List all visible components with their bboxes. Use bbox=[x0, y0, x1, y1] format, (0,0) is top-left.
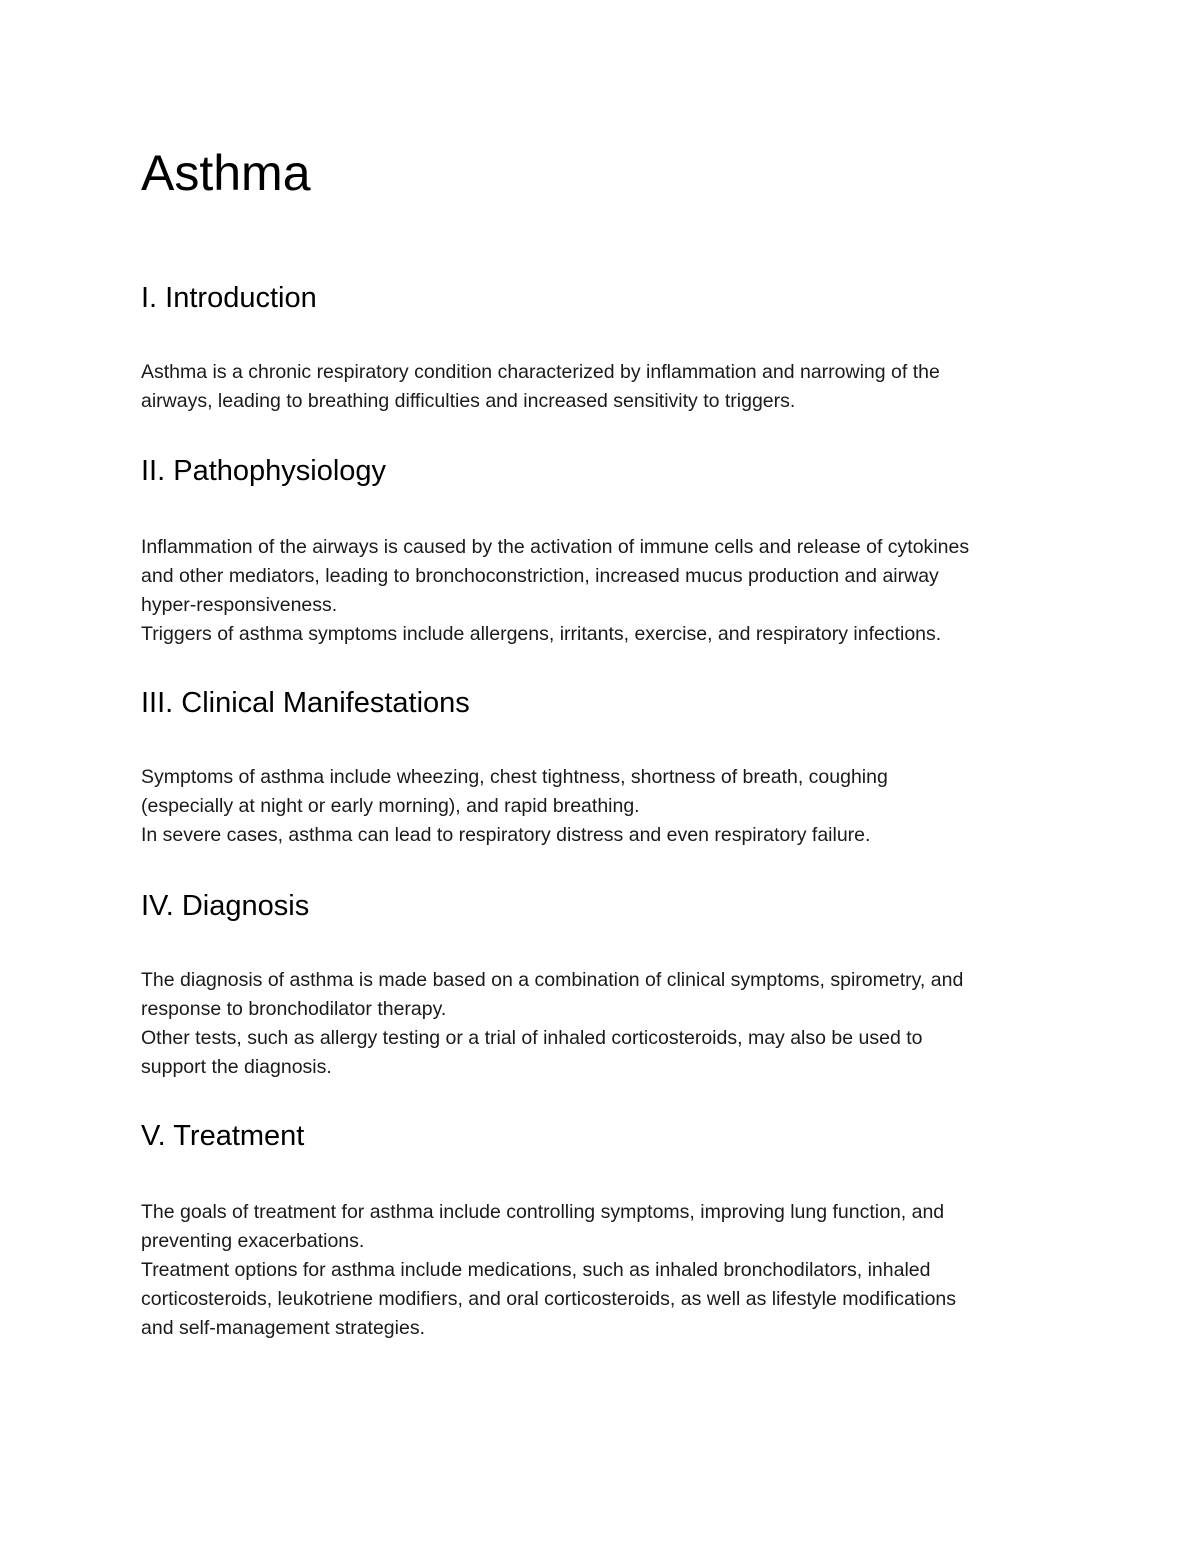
paragraph-line: In severe cases, asthma can lead to respiratory distress and even respiratory failure. bbox=[141, 824, 871, 846]
paragraph-line: Symptoms of asthma include wheezing, chest tightness, shortness of breath, coughing bbox=[141, 766, 888, 788]
section-heading-diagnosis: IV. Diagnosis bbox=[141, 890, 310, 922]
section-heading-clinical-manifestations: III. Clinical Manifestations bbox=[141, 687, 470, 719]
paragraph-line: Triggers of asthma symptoms include allergens, irritants, exercise, and respiratory infections. bbox=[141, 623, 942, 645]
paragraph-line: Asthma is a chronic respiratory condition characterized by inflammation and narrowing of the bbox=[141, 361, 940, 383]
paragraph-line: Other tests, such as allergy testing or a trial of inhaled corticosteroids, may also be used to bbox=[141, 1027, 923, 1049]
section-heading-introduction: I. Introduction bbox=[141, 282, 317, 314]
paragraph-line: (especially at night or early morning), and rapid breathing. bbox=[141, 795, 640, 817]
paragraph-line: hyper-responsiveness. bbox=[141, 594, 338, 616]
paragraph-line: support the diagnosis. bbox=[141, 1056, 332, 1078]
section-heading-pathophysiology: II. Pathophysiology bbox=[141, 455, 387, 487]
document-title: Asthma bbox=[141, 145, 311, 201]
paragraph-line: Treatment options for asthma include medications, such as inhaled bronchodilators, inhaled bbox=[141, 1259, 931, 1281]
diagnosis-paragraph bbox=[141, 966, 963, 1082]
paragraph-line: preventing exacerbations. bbox=[141, 1230, 365, 1252]
paragraph-line: and self-management strategies. bbox=[141, 1317, 425, 1339]
paragraph-line: and other mediators, leading to bronchoconstriction, increased mucus production and airway bbox=[141, 565, 939, 587]
clinical-manifestations-paragraph bbox=[141, 763, 888, 850]
treatment-paragraph bbox=[141, 1198, 956, 1343]
paragraph-line: airways, leading to breathing difficulties and increased sensitivity to triggers. bbox=[141, 390, 796, 412]
section-heading-treatment: V. Treatment bbox=[141, 1120, 305, 1152]
paragraph-line: Inflammation of the airways is caused by the activation of immune cells and release of cytokines bbox=[141, 536, 970, 558]
paragraph-line: The diagnosis of asthma is made based on a combination of clinical symptoms, spirometry, and bbox=[141, 969, 964, 991]
paragraph-line: response to bronchodilator therapy. bbox=[141, 998, 447, 1020]
introduction-paragraph bbox=[141, 358, 940, 416]
pathophysiology-paragraph bbox=[141, 533, 969, 649]
paragraph-line: corticosteroids, leukotriene modifiers, and oral corticosteroids, as well as lifestyle modifications bbox=[141, 1288, 957, 1310]
paragraph-line: The goals of treatment for asthma include controlling symptoms, improving lung function, and bbox=[141, 1201, 945, 1223]
